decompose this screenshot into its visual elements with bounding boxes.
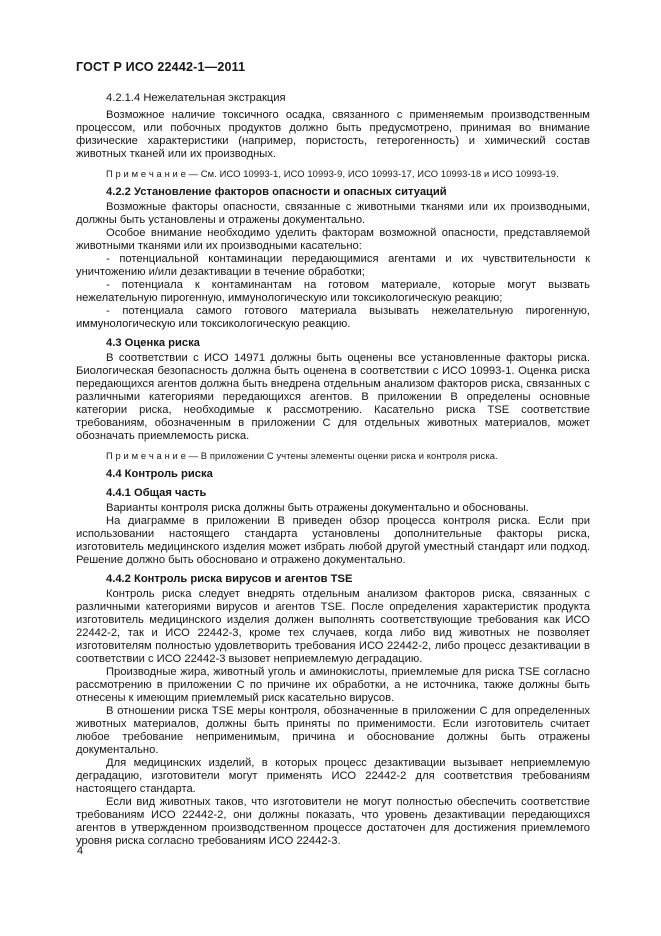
paragraph: Контроль риска следует внедрять отдельным анализом факторов риска, связанных с различными категориями вирусов и агентов TSE. После определения характеристик продукта изготовитель медицинского изделия должен выполнять соответствующие требования как ИСО 22442-2, так и ИСО 22442-3, кроме тех случаев, когда либо вид животных не позволяет изготовителям полностью удовлетворить требования ИСО 22442-2, либо процесс дезактивации в соответствии с ИСО 22442-3 вызовет неприемлемую деградацию. <box>76 588 590 665</box>
list-item: - потенциальной контаминации передающимися агентами и их чувствительности к уничтожению и/или дезактивации в течение обработки; <box>76 253 590 278</box>
list-item: - потенциала к контаминантам на готовом материале, которые могут вызвать нежелательную пирогенную, иммунологическую или токсикологическую реакцию; <box>76 279 590 304</box>
paragraph: Если вид животных таков, что изготовители не могут полностью обеспечить соответствие требованиям ИСО 22442-2, они должны показать, что уровень дезактивации передающихся агентов в утвержденном производственном процессе достаточен для достижения приемлемого уровня риска согласно требованиям ИСО 22442-3. <box>76 796 590 847</box>
section-heading-4-2-1-4: 4.2.1.4 Нежелательная экстракция <box>106 92 286 104</box>
page-number: 4 <box>77 845 84 857</box>
page-content <box>76 60 590 848</box>
running-header: ГОСТ Р ИСО 22442-1—2011 <box>76 60 246 74</box>
note: П р и м е ч а н и е — В приложении С учтены элементы оценки риска и контроля риска. <box>106 450 498 461</box>
list-item: - потенциала самого готового материала вызывать нежелательную пирогенную, иммунологическую или токсикологическую реакцию. <box>76 305 590 330</box>
section-heading-4-3: 4.3 Оценка риска <box>106 337 200 349</box>
note: П р и м е ч а н и е — См. ИСО 10993-1, ИСО 10993-9, ИСО 10993-17, ИСО 10993-18 и ИСО 10993-19. <box>106 168 559 179</box>
section-heading-4-2-2: 4.2.2 Установление факторов опасности и опасных ситуаций <box>106 186 447 198</box>
section-heading-4-4-1: 4.4.1 Общая часть <box>106 487 207 499</box>
paragraph: Варианты контроля риска должны быть отражены документально и обоснованы. <box>106 502 529 514</box>
paragraph: Особое внимание необходимо уделить факторам возможной опасности, представляемой животными тканями или их производными касательно: <box>76 227 590 252</box>
paragraph: Для медицинских изделий, в которых процесс дезактивации вызывает неприемлемую деградацию, изготовители могут применять ИСО 22442-2 для соответствия требованиям настоящего стандарта. <box>76 757 590 795</box>
paragraph: Возможные факторы опасности, связанные с животными тканями или их производными, должны быть установлены и отражены документально. <box>76 201 590 226</box>
paragraph: На диаграмме в приложении В приведен обзор процесса контроля риска. Если при использовании настоящего стандарта установлены дополнительные факторы риска, изготовитель медицинского изделия может избрать любой другой уместный стандарт или подход. Решение должно быть обосновано и отражено документально. <box>76 515 590 566</box>
paragraph: Производные жира, животный уголь и аминокислоты, приемлемые для риска TSE согласно рассмотрению в приложении С по причине их обработки, а не источника, также должны быть отнесены к имеющим приемлемый риск касательно вирусов. <box>76 666 590 704</box>
paragraph: В соответствии с ИСО 14971 должны быть оценены все установленные факторы риска. Биологическая безопасность должна быть оценена в соответствии с ИСО 10993-1. Оценка риска передающихся агентов должна быть внедрена отдельным анализом факторов риска, связанных с различными категориями передающихся агентов. В приложении В определены основные категории риска, необходимые к рассмотрению. Касательно риска TSE соответствие требованиям, обозначенным в приложении С для отдельных животных материалов, может обозначать приемлемость риска. <box>76 352 590 442</box>
paragraph: В отношении риска TSE меры контроля, обозначенные в приложении С для определенных животных материалов, должны быть приняты по применимости. Если изготовитель считает любое требование неприменимым, причина и обоснование должны быть отражены документально. <box>76 705 590 756</box>
section-heading-4-4-2: 4.4.2 Контроль риска вирусов и агентов TSE <box>106 573 353 585</box>
section-heading-4-4: 4.4 Контроль риска <box>106 468 213 480</box>
paragraph: Возможное наличие токсичного осадка, связанного с применяемым производственным процессом, или побочных продуктов должно быть предусмотрено, принимая во внимание физические характеристики (например, пористость, гетерогенность) и химический состав животных тканей или их производных. <box>76 109 590 160</box>
